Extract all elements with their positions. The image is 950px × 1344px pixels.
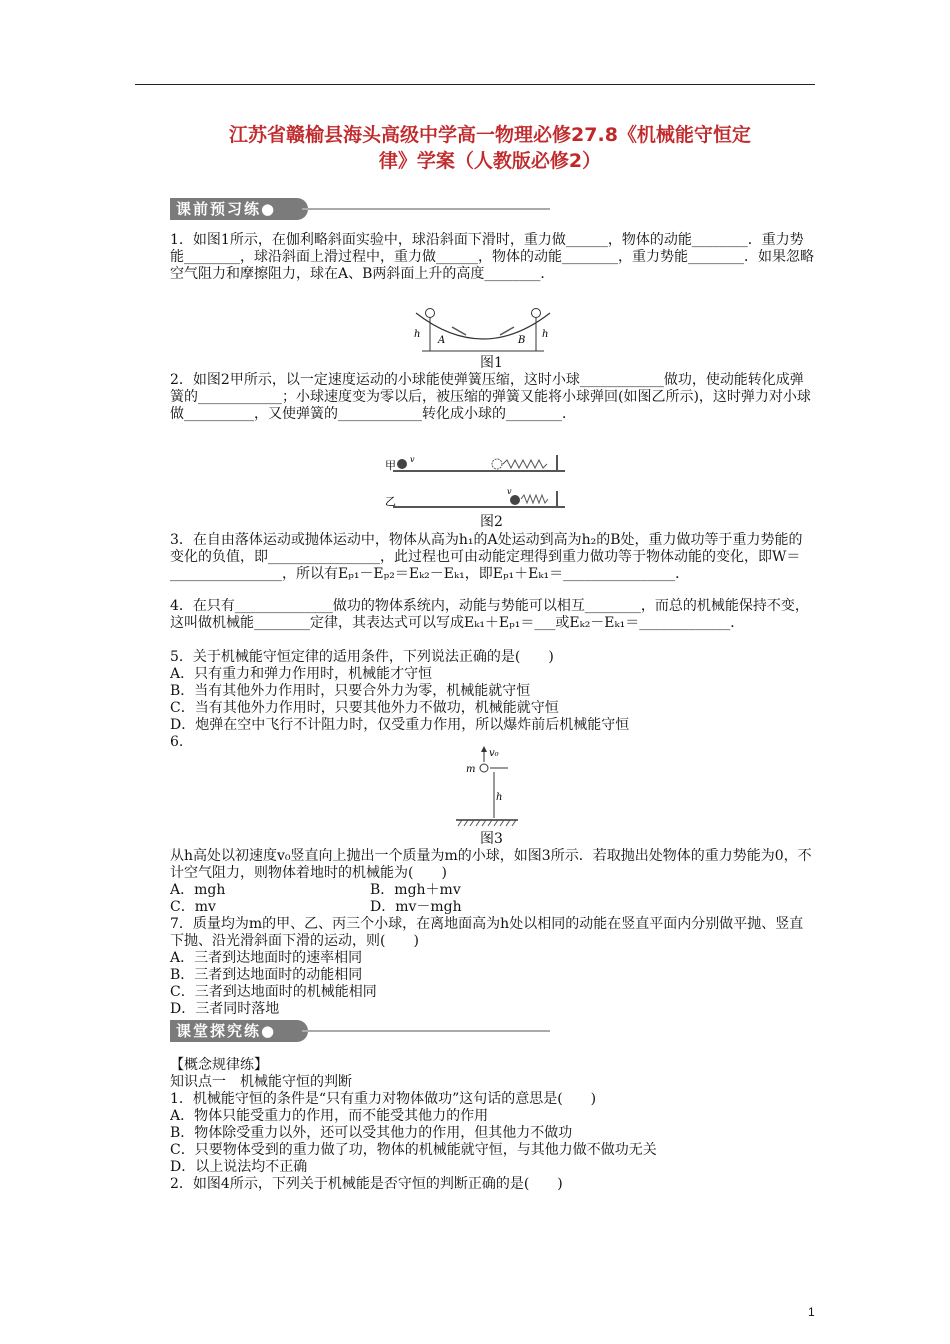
q5-option-a: A．只有重力和弹力作用时，机械能才守恒 (170, 666, 433, 682)
figure-2-spring (385, 453, 570, 513)
q6-option-a: A．mgh (170, 882, 226, 898)
figure-3-throw (452, 744, 522, 830)
ghost-ball-icon (492, 459, 502, 469)
question-4: 4．在只有______________做功的物体系统内，动能与势能可以相互________，而总的机械能保持不变，这叫做机械能________定律，其表达式可以写成Eₖ₁＋Eₚ₁＝___或Eₖ₂－Eₖ₁＝_____________． (170, 598, 809, 631)
question-3: 3．在自由落体运动或抛体运动中，物体从高为h₁的A处运动到高为h₂的B处，重力做功等于重力势能的变化的负值，即________________，此过程也可由动能定理得到重力做功等于物体动能的变化，即W＝________________，所以有Eₚ₁－Eₚ₂＝Eₖ₂－Eₖ₁，即Eₚ₁＋Eₖ₁＝________________． (170, 532, 803, 582)
q6-option-c: C．mv (170, 899, 216, 915)
knowledge-point-1: 知识点一 机械能守恒的判断 (170, 1074, 352, 1090)
question-5: 5．关于机械能守恒定律的适用条件，下列说法正确的是( ) (170, 649, 554, 665)
c1-option-a: A．物体只能受重力的作用，而不能受其他力的作用 (170, 1108, 489, 1124)
ball-icon-3 (480, 764, 488, 772)
banner-rule (302, 208, 550, 210)
q5-option-d: D．炮弹在空中飞行不计阻力时，仅受重力作用，所以爆炸前后机械能守恒 (170, 717, 630, 733)
ball-a-icon (426, 309, 435, 318)
page-number: 1 (808, 1305, 815, 1319)
ball-icon-2 (510, 495, 520, 505)
section-label-2: 课堂探究练● (170, 1020, 308, 1042)
header-rule (135, 84, 815, 85)
concept-question-1: 1．机械能守恒的条件是“只有重力对物体做功”这句话的意思是( ) (170, 1091, 597, 1107)
figure-1-caption: 图1 (480, 355, 503, 371)
question-2: 2．如图2甲所示，以一定速度运动的小球能使弹簧压缩，这时小球____________做功，使动能转化成弹簧的____________；小球速度变为零以后，被压缩的弹簧又能将小球弹回(如图乙所示)，这时弹力对小球做__________，又使弹簧的____________转化成小球的________． (170, 372, 811, 422)
c1-option-c: C．只要物体受到的重力做了功，物体的机械能就守恒，与其他力做不做功无关 (170, 1142, 657, 1158)
ball-b-icon (532, 309, 541, 318)
q7-option-b: B．三者到达地面时的动能相同 (170, 967, 363, 983)
fig2-label-jia: 甲 (385, 459, 396, 472)
ball-icon (397, 459, 407, 469)
q5-option-c: C．当有其他外力作用时，只要其他外力不做功，机械能就守恒 (170, 700, 559, 716)
title-line-1: 江苏省赣榆县海头高级中学高一物理必修27.8《机械能守恒定 (229, 124, 751, 146)
fig1-label-a: A (438, 335, 446, 346)
section-banner-classroom (170, 1020, 550, 1044)
section-banner-preview (170, 198, 550, 222)
document-title (170, 122, 810, 174)
fig2-label-v2: v (507, 487, 512, 496)
section-label: 课前预习练● (170, 198, 308, 220)
concept-question-2: 2．如图4所示，下列关于机械能是否守恒的判断正确的是( ) (170, 1176, 563, 1192)
fig2-label-yi: 乙 (385, 495, 396, 508)
figure-1-inclines (408, 305, 558, 355)
q6-option-d: D．mv－mgh (370, 899, 462, 915)
c1-option-d: D．以上说法均不正确 (170, 1159, 308, 1175)
fig3-label-h: h (496, 792, 503, 803)
q7-option-d: D．三者同时落地 (170, 1001, 280, 1017)
fig1-label-b: B (518, 335, 526, 346)
fig1-label-h: h (414, 329, 421, 340)
q7-option-c: C．三者到达地面时的机械能相同 (170, 984, 377, 1000)
q7-option-a: A．三者到达地面时的速率相同 (170, 950, 363, 966)
figure-3-caption: 图3 (480, 831, 503, 847)
fig2-label-v: v (410, 455, 415, 464)
title-line-2: 律》学案（人教版必修2） (378, 150, 602, 172)
fig3-label-v0: v₀ (489, 748, 499, 759)
q6-option-b: B．mgh＋mv (370, 882, 461, 898)
c1-option-b: B．物体除受重力以外，还可以受其他力的作用，但其他力不做功 (170, 1125, 573, 1141)
question-6: 从h高处以初速度v₀竖直向上抛出一个质量为m的小球，如图3所示．若取抛出处物体的重力势能为0，不计空气阻力，则物体着地时的机械能为( ) (170, 848, 812, 881)
question-1: 1．如图1所示，在伽利略斜面实验中，球沿斜面下滑时，重力做______，物体的动能________．重力势能________，球沿斜面上滑过程中，重力做______，物体的动能________，重力势能________．如果忽略空气阻力和摩擦阻力，球在A、B两斜面上升的高度________． (170, 232, 814, 282)
concept-heading: 【概念规律练】 (170, 1057, 268, 1073)
question-7: 7．质量均为m的甲、乙、丙三个小球，在离地面高为h处以相同的动能在竖直平面内分别做平抛、竖直下抛、沿光滑斜面下滑的运动，则( ) (170, 916, 804, 949)
fig1-label-h2: h (542, 329, 549, 340)
figure-2-caption: 图2 (480, 514, 503, 530)
banner-rule-2 (302, 1030, 550, 1032)
fig3-label-m: m (466, 764, 476, 775)
q5-option-b: B．当有其他外力作用时，只要合外力为零，机械能就守恒 (170, 683, 531, 699)
question-6-number: 6. (170, 734, 184, 750)
